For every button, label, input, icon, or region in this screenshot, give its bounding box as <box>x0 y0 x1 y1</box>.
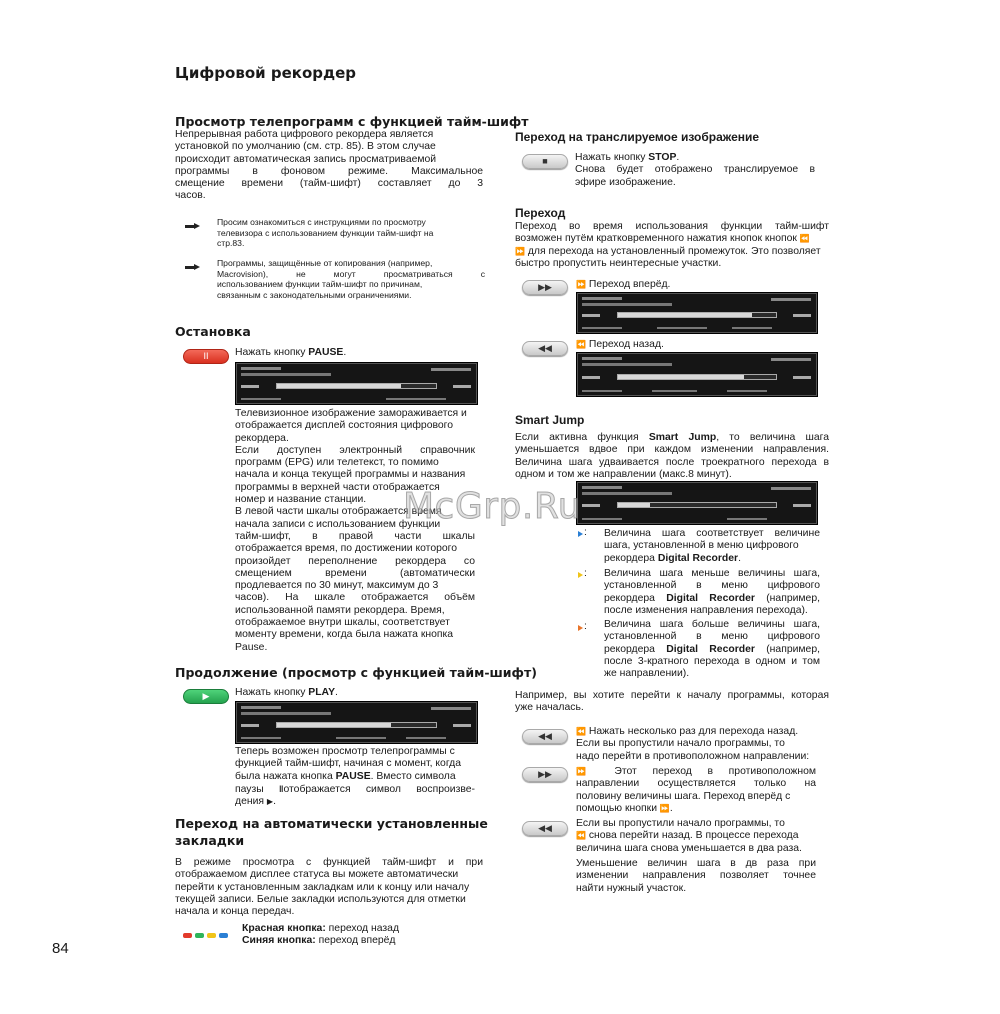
rewind-button[interactable]: ◀◀ <box>522 729 568 744</box>
text-line: Теперь возможен просмотр телепрограммы с <box>235 746 455 757</box>
watermark: McGrp.Ru <box>403 486 582 527</box>
indicator-colon: : <box>584 568 587 579</box>
page-number: 84 <box>52 940 69 957</box>
text-line: программы в верхней части отображается <box>235 481 440 493</box>
text-line: одном и том же направлении (макс.8 минут). <box>515 468 732 480</box>
text-line: установленной в меню цифрового <box>604 631 820 643</box>
recorder-status-display <box>235 701 478 744</box>
note-arrow-icon <box>185 264 201 270</box>
text-line <box>242 935 399 947</box>
text-span: для перехода на установленный промежуток. Это позволяет <box>527 245 821 257</box>
rewind-icon: ⏪ <box>576 831 586 841</box>
red-button-label: Красная кнопка: <box>242 923 326 934</box>
text-line: Просим ознакомиться с инструкциями по просмотру <box>217 217 426 227</box>
key-name: PLAY <box>308 687 336 698</box>
text-line: В режиме просмотра с функцией тайм-шифт и при <box>175 857 483 868</box>
indicator-colon: : <box>584 621 587 632</box>
play-button[interactable]: ▶ <box>183 689 229 704</box>
text-line: после 3-кратного перехода в одном и том <box>604 655 820 667</box>
key-name: PAUSE <box>335 770 371 782</box>
rewind-button[interactable]: ◀◀ <box>522 821 568 836</box>
text-line <box>576 726 816 738</box>
text-span: отображается символ воспроизве- <box>283 783 476 795</box>
text-line: установленной в меню цифрового <box>604 580 820 592</box>
section-bookmarks-title <box>175 815 488 849</box>
text-span: Этот переход в противоположном <box>614 766 817 777</box>
pause-symbol-icon: ‖ <box>278 783 284 794</box>
text-span: Нажать кнопку <box>235 687 309 698</box>
text-line: надо перейти в противоположном направлении: <box>576 750 810 762</box>
text-line <box>576 766 816 778</box>
smartjump-item-smaller <box>604 568 820 617</box>
text-line: уже началась. <box>515 702 584 714</box>
text-line: Снова будет отображено транслируемое в <box>575 164 815 176</box>
title-line: Переход на автоматически установленные <box>175 816 488 831</box>
yellow-step-indicator-icon <box>578 572 583 578</box>
fast-forward-icon: ⏩ <box>659 803 670 813</box>
text-line: Если доступен электронный справочник <box>235 444 475 456</box>
text-line: Если вы пропустили начало программы, то <box>576 738 785 750</box>
text-span: Переход вперёд. <box>588 279 671 290</box>
text-line: тайм-шифт, в правой части шкалы <box>235 530 475 542</box>
text-line: направлении осуществляется только на <box>576 778 816 790</box>
smartjump-item-larger <box>604 619 820 680</box>
text-line: часов). На шкале отображается объём <box>235 592 475 604</box>
text-line: использованной памяти рекордера. Время, <box>235 604 445 616</box>
text-line <box>604 553 820 565</box>
rewind-icon: ⏪ <box>576 340 586 349</box>
text-span: дения <box>235 796 265 808</box>
section-smartjump-title: Smart Jump <box>515 413 585 427</box>
text-span: паузы <box>235 783 264 795</box>
text-line: моменту времени, когда была нажата кнопка <box>235 629 454 641</box>
text-line: шага, установленной в меню цифрового <box>604 540 799 552</box>
text-line: программ (EPG) или телетекст, то помимо <box>235 457 439 469</box>
text-span: рекордера <box>604 552 658 564</box>
text-line: стр.83. <box>217 238 245 248</box>
text-line: эфире изображение. <box>575 176 676 188</box>
text-line: программы в фоновом режиме. Максимальное <box>175 165 483 177</box>
color-buttons-group <box>183 933 228 938</box>
text-span: . <box>676 152 680 163</box>
blue-button[interactable] <box>219 933 228 938</box>
text-line: связанным с законодательными ограничениями. <box>217 289 412 300</box>
text-line: происходит автоматическая запись просматриваемой <box>175 153 437 165</box>
key-name: STOP <box>648 152 677 163</box>
section-pause-title: Остановка <box>175 324 251 339</box>
stop-button[interactable]: ■ <box>522 154 568 169</box>
text-line: отображаемое внутри шкалы, соответствует <box>235 617 450 629</box>
text-line: текущей записи. Белые закладки используются для отметки <box>175 893 466 905</box>
text-line: отображается время, по достижении которого <box>235 543 458 555</box>
yellow-button[interactable] <box>207 933 216 938</box>
section-jump-title: Переход <box>515 206 566 220</box>
text-line: продлевается по 30 минут, максимум до 3 <box>235 580 439 592</box>
text-span: рекордера <box>604 643 667 655</box>
fast-forward-button[interactable]: ▶▶ <box>522 767 568 782</box>
text-line <box>235 783 475 796</box>
text-span: Если активна функция <box>515 432 649 443</box>
smartjump-item-equal <box>604 528 820 565</box>
green-button[interactable] <box>195 933 204 938</box>
text-line: смещением времени (автоматически <box>235 567 475 579</box>
text-span: . <box>343 347 347 358</box>
key-name: Smart Jump <box>648 432 717 443</box>
text-line: Величина шага больше величины шага, <box>604 619 820 630</box>
pause-instruction <box>235 347 346 359</box>
text-line: Величина шага меньше величины шага, <box>604 568 820 579</box>
key-name: Digital Recorder <box>657 552 739 564</box>
pause-button[interactable]: II <box>183 349 229 364</box>
text-line: Непрерывная работа цифрового рекордера является <box>175 129 434 140</box>
text-span: возможен путём кратковременного нажатия кнопок кнопок <box>515 233 797 245</box>
example-step-rewind <box>576 726 816 763</box>
text-line: Если вы пропустили начало программы, то <box>576 818 785 829</box>
fast-forward-icon: ⏩ <box>515 246 525 256</box>
example-conclusion <box>576 858 816 895</box>
text-line: телевизора с использованием функции тайм-шифт на <box>217 227 434 238</box>
text-line: начала записи с использованием функции <box>235 518 441 530</box>
text-line: функцией тайм-шифт, начиная с момент, когда <box>235 758 461 770</box>
blue-step-indicator-icon <box>578 531 583 537</box>
text-line: же направлении). <box>604 668 690 680</box>
blue-button-label: Синяя кнопка: <box>242 935 316 947</box>
text-span: переход назад <box>325 923 400 934</box>
text-line: быстро пропустить неинтересные участки. <box>515 257 722 269</box>
play-symbol-icon: ▶ <box>266 797 274 807</box>
note-arrow-icon <box>185 223 201 229</box>
key-name: Digital Recorder <box>666 592 755 604</box>
forward-label <box>576 279 670 291</box>
section-play-title: Продолжение (просмотр с функцией тайм-шифт) <box>175 665 537 680</box>
text-line: величина шага снова уменьшается в два раза. <box>576 842 802 854</box>
text-line: отображается дисплей состояния цифрового <box>235 420 453 432</box>
text-line: Величина шага соответствует величине <box>604 528 820 539</box>
text-line: Pause. <box>235 641 268 653</box>
text-span: Нажать кнопку <box>575 152 649 163</box>
text-span: была нажата кнопка <box>235 770 336 782</box>
text-line: начала и конца передач. <box>175 906 295 918</box>
text-line: установкой по умолчанию (см. стр. 85). В этом случае <box>175 141 436 153</box>
text-line: Уменьшение величин шага в дв раза при <box>576 858 816 869</box>
text-line: Программы, защищённые от копирования (например, <box>217 258 433 268</box>
live-description <box>575 152 815 189</box>
fast-forward-icon: ⏩ <box>576 767 599 776</box>
text-line: уменьшается вдвое при каждом изменении направления. <box>515 444 829 456</box>
text-line <box>576 830 816 842</box>
pause-description <box>235 408 475 654</box>
color-buttons-legend <box>242 923 399 948</box>
text-line <box>235 771 475 783</box>
text-line: половину величины шага. Переход вперёд с <box>576 790 791 802</box>
recorder-status-display <box>576 352 818 397</box>
fast-forward-icon: ⏩ <box>576 280 586 289</box>
text-line: после изменения направления перехода). <box>604 604 808 616</box>
text-span: . <box>738 552 741 564</box>
text-span: Нажать несколько раз для перехода назад. <box>588 726 799 737</box>
note-timeshift-instructions <box>217 217 485 249</box>
text-line <box>515 432 829 444</box>
section-timeshift-body <box>175 129 483 203</box>
text-span: (например, <box>754 592 820 604</box>
text-span: Переход назад. <box>588 339 664 350</box>
text-line <box>575 152 815 164</box>
text-span: помощью кнопки <box>576 802 658 814</box>
text-span: (например, <box>754 643 820 655</box>
section-timeshift-title: Просмотр телепрограмм с функцией тайм-шифт <box>175 114 529 129</box>
play-description <box>235 746 475 808</box>
text-line <box>515 233 829 245</box>
text-span: рекордера <box>604 592 667 604</box>
text-line <box>515 246 829 258</box>
text-line: изменении направления позволяет точнее <box>576 870 816 882</box>
text-span: , то величина шага <box>716 432 829 443</box>
text-line: Переход во время использования функции тайм-шифт <box>515 221 829 232</box>
example-intro <box>515 690 829 715</box>
title-line: закладки <box>175 833 245 848</box>
section-live-title: Переход на транслируемое изображение <box>515 130 760 144</box>
text-line: Величина шага удваивается после троекратного перехода в <box>515 456 829 468</box>
text-line: использованием функции тайм-шифт по причинам, <box>217 279 423 289</box>
example-step-forward <box>576 766 816 815</box>
recorder-status-display <box>235 362 478 405</box>
example-step-rewind-again <box>576 818 816 855</box>
bookmarks-body <box>175 857 483 918</box>
rewind-icon: ⏪ <box>576 727 586 736</box>
smartjump-description <box>515 432 829 481</box>
jump-description <box>515 221 829 270</box>
text-span: Нажать кнопку <box>235 347 309 358</box>
text-line <box>242 923 399 935</box>
text-line: смещение времени (тайм-шифт) составляет до 3 <box>175 178 483 190</box>
text-line: дения ▶. <box>235 796 276 808</box>
page-header-title: Цифровой рекордер <box>175 64 357 82</box>
rewind-button[interactable]: ◀◀ <box>522 341 568 356</box>
key-name: Digital Recorder <box>666 643 755 655</box>
text-line <box>604 644 820 656</box>
key-name: PAUSE <box>308 347 344 358</box>
text-span: . <box>335 687 338 698</box>
text-line: перейти к установленным закладкам или к концу или началу <box>175 881 470 893</box>
text-line: В левой части шкалы отображается время <box>235 506 442 518</box>
text-line: Телевизионное изображение замораживается и <box>235 408 467 419</box>
text-span: переход вперёд <box>315 935 396 947</box>
note-copy-protection <box>217 258 485 300</box>
recorder-status-display <box>576 481 818 525</box>
indicator-colon: : <box>584 527 587 538</box>
text-span: . Вместо символа <box>370 770 456 782</box>
red-button[interactable] <box>183 933 192 938</box>
play-instruction <box>235 687 338 699</box>
text-line: рекордера. <box>235 432 289 444</box>
text-line: помощью кнопки ⏩. <box>576 802 673 814</box>
text-line: произойдет переполнение рекордера со <box>235 555 475 567</box>
text-line: найти нужный участок. <box>576 882 687 894</box>
text-line: начала и конца текущей программы и названия <box>235 469 466 481</box>
orange-step-indicator-icon <box>578 625 583 631</box>
text-line: часов. <box>175 190 206 202</box>
back-label <box>576 339 664 351</box>
text-line: Например, вы хотите перейти к началу программы, которая <box>515 690 829 701</box>
recorder-status-display <box>576 292 818 334</box>
fast-forward-button[interactable]: ▶▶ <box>522 280 568 295</box>
text-line <box>604 593 820 605</box>
text-span: снова перейти назад. В процессе перехода <box>588 830 799 842</box>
text-line: Macrovision), не могут просматриваться с <box>217 268 485 279</box>
text-line: номер и название станции. <box>235 494 367 506</box>
rewind-icon: ⏪ <box>799 234 810 244</box>
text-line: отображаемом дисплее статуса вы можете автоматически <box>175 869 459 881</box>
